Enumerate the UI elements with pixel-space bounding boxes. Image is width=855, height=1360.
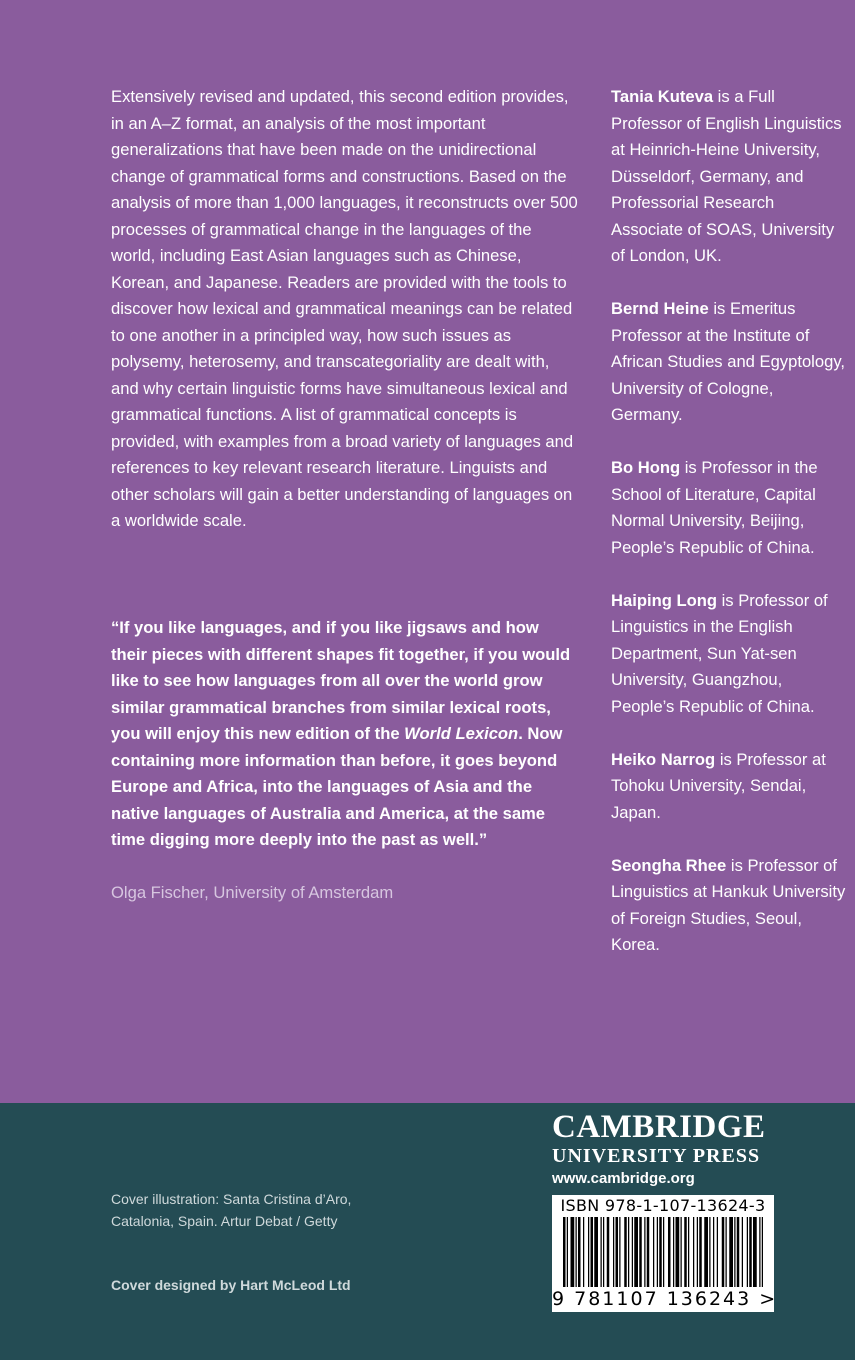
author-name: Tania Kuteva [611,87,714,106]
author-bio-text: is a Full Professor of English Linguistics at Heinrich-Heine University, Düsseldorf, Germany, and Professorial Research Associate of SOAS, University of London, UK. [611,87,842,265]
publisher-logo [552,1108,777,1189]
author-bio-long [611,588,847,721]
book-description: Extensively revised and updated, this second edition provides, in an A–Z format, an analysis of the most important generalizations that have been made on the unidirectional change of grammatical forms and constructions. Based on the analysis of more than 1,000 languages, it reconstructs over 500 processes of grammatical change in the languages of the world, including East Asian languages such as Chinese, Korean, and Japanese. Readers are provided with the tools to discover how lexical and grammatical meanings can be related to one another in a principled way, how such issues as polysemy, heterosemy, and transcategoriality are dealt with, and why certain linguistic forms have simultaneous lexical and grammatical functions. A list of grammatical concepts is provided, with examples from a broad variety of languages and references to key relevant research literature. Linguists and other scholars will gain a better understanding of languages on a worldwide scale. [111,87,578,530]
quote-text-1: “If you like languages, and if you like jigsaws and how their pieces with different shapes fit together, if you would like to see how languages from all over the world grow similar grammatical branches from similar lexical roots, you will enjoy this new edition of the [111,618,571,743]
publisher-url: www.cambridge.org [552,1170,695,1187]
barcode-icon [563,1217,763,1287]
quote-book-title: World Lexicon [404,724,519,743]
author-bio-text: is Emeritus Professor at the Institute of African Studies and Egyptology, University of Cologne, Germany. [611,299,845,424]
author-bios [611,84,847,985]
cover-illustration-credit: Cover illustration: Santa Cristina d’Aro, Catalonia, Spain. Artur Debat / Getty [111,1191,352,1229]
author-name: Seongha Rhee [611,855,727,875]
author-bio-kuteva [611,84,847,270]
barcode-number: 9 781107 136243 > [552,1288,778,1310]
author-name: Bo Hong [611,458,681,477]
author-bio-heine [611,296,847,429]
author-bio-hong [611,455,847,561]
isbn-text: ISBN 978-1-107-13624-3 [560,1196,766,1215]
author-bio-narrog [611,747,847,827]
quote-attribution: Olga Fischer, University of Amsterdam [111,883,394,902]
author-name: Haiping Long [611,590,717,610]
publisher-subname: UNIVERSITY PRESS [552,1145,761,1167]
author-name: Bernd Heine [611,299,709,318]
author-bio-text: is Professor in the School of Literature, Capital Normal University, Beijing, People’s Republic of China. [611,458,818,557]
publisher-name: CAMBRIDGE [552,1109,766,1145]
author-bio-text: is Professor of Linguistics in the English Department, Sun Yat-sen University, Guangzhou, People’s Republic of China. [611,590,828,716]
author-name: Heiko Narrog [611,749,716,769]
author-bio-text: is Professor of Linguistics at Hankuk University of Foreign Studies, Seoul, Korea. [611,855,846,954]
endorsement-quote [111,615,571,854]
author-bio-text: is Professor at Tohoku University, Sendai, Japan. [611,749,826,822]
quote-text-2: . Now containing more information than before, it goes beyond Europe and Africa, into the languages of Asia and the native languages of Australia and America, at the same time digging more deeply into the past as well.” [111,724,563,849]
barcode-panel [552,1195,778,1312]
author-bio-rhee [611,853,847,959]
cover-design-credit: Cover designed by Hart McLeod Ltd [111,1277,351,1293]
